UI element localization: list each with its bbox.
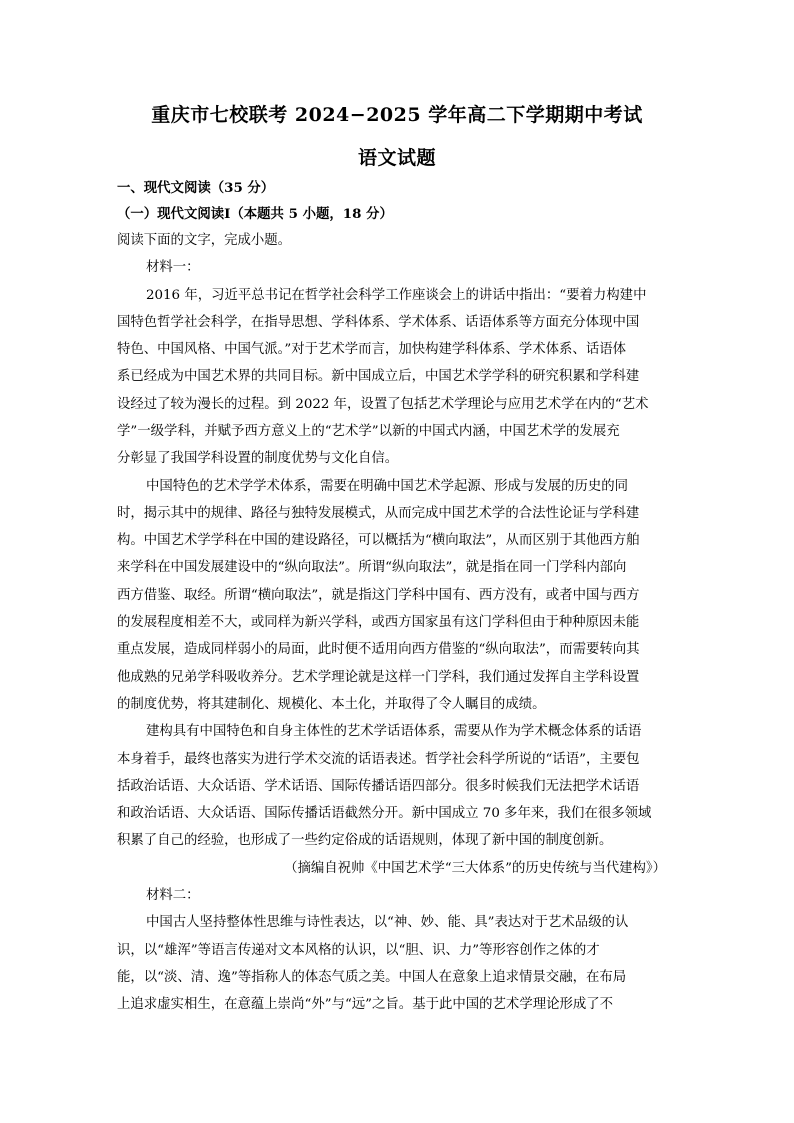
paragraph-line: 设经过了较为漫长的过程。到 2022 年，设置了包括艺术学理论与应用艺术学在内的“艺术 (117, 397, 649, 412)
paragraph-line: 上追求虚实相生，在意蕴上崇尚“外”与“远”之旨。基于此中国的艺术学理论形成了不 (117, 997, 614, 1012)
paragraph-line: 分彰显了我国学科设置的制度优势与文化自信。 (117, 451, 399, 466)
exam-title: 重庆市七校联考 2024−2025 学年高二下学期期中考试 (151, 104, 643, 126)
paragraph-line: 构。中国艺术学学科在中国的建设路径，可以概括为“横向取法”，从而区别于其他西方舶 (117, 533, 640, 548)
paragraph-line: 时，揭示其中的规律、路径与独特发展模式，从而完成中国艺术学的合法性论证与学科建 (117, 506, 640, 521)
paragraph-line: 的制度优势，将其建制化、规模化、本土化，并取得了令人瞩目的成绩。 (117, 697, 546, 712)
paragraph-line: 中国古人坚持整体性思维与诗性表达，以“神、妙、能、具”表达对于艺术品级的认 (146, 915, 629, 930)
exam-subtitle: 语文试题 (357, 147, 436, 169)
paragraph-line: 2016 年，习近平总书记在哲学社会科学工作座谈会上的讲话中指出：“要着力构建中 (146, 288, 647, 303)
material2-label: 材料二： (146, 888, 200, 903)
paragraph-line: 本身着手，最终也落实为进行学术交流的话语表述。哲学社会科学所说的“话语”，主要包 (117, 752, 640, 767)
paragraph-line: 的发展程度相差不大，或同样为新兴学科，或西方国家虽有这门学科但由于种种原因未能 (117, 615, 640, 630)
paragraph-line: 国特色哲学社会科学，在指导思想、学科体系、学术体系、话语体系等方面充分体现中国 (117, 315, 640, 330)
paragraph-line: 括政治话语、大众话语、学术话语、国际传播话语四部分。很多时候我们无法把学术话语 (117, 779, 640, 794)
paragraph-line: 建构具有中国特色和自身主体性的艺术学话语体系，需要从作为学术概念体系的话语 (146, 724, 642, 739)
section-heading: 一、现代文阅读（35 分） (117, 180, 275, 196)
paragraph-line: 重点发展，造成同样弱小的局面，此时便不适用向西方借鉴的“纵向取法”，而需要转向其 (117, 642, 640, 657)
paragraph-line: 系已经成为中国艺术界的共同目标。新中国成立后，中国艺术学学科的研究积累和学科建 (117, 369, 640, 384)
paragraph-line: 他成熟的兄弟学科吸收养分。艺术学理论就是这样一门学科，我们通过发挥自主学科设置 (117, 670, 640, 685)
material1-label: 材料一： (146, 260, 200, 275)
paragraph-line: 识，以“雄浑”等语言传递对文本风格的认识，以“胆、识、力”等形容创作之体的才 (117, 943, 600, 958)
paragraph-line: 积累了自己的经验，也形成了一些约定俗成的话语规则，体现了新中国的制度创新。 (117, 833, 613, 848)
paragraph-line: 西方借鉴、取经。所谓“横向取法”，就是指这门学科中国有、西方没有，或者中国与西方 (117, 588, 640, 603)
paragraph-line: 来学科在中国发展建设中的“纵向取法”。所谓“纵向取法”，就是指在同一门学科内部向 (117, 560, 627, 575)
instruction-text: 阅读下面的文字，完成小题。 (117, 233, 292, 248)
paragraph-line: 能，以“淡、清、逸”等指称人的体态气质之美。中国人在意象上追求情景交融，在布局 (117, 970, 627, 985)
paragraph-line: 和政治话语、大众话语、国际传播话语截然分开。新中国成立 70 多年来，我们在很多领域 (117, 806, 652, 821)
paragraph-line: 学”一级学科，并赋予西方意义上的“艺术学”以新的中国式内涵，中国艺术学的发展充 (117, 424, 620, 439)
part-heading: （一）现代文阅读Ⅰ（本题共 5 小题，18 分） (117, 206, 393, 222)
paragraph-line: 中国特色的艺术学学术体系，需要在明确中国艺术学起源、形成与发展的历史的同 (146, 479, 629, 494)
source-citation: （摘编自祝帅《中国艺术学“三大体系”的历史传统与当代建构》） (284, 861, 666, 876)
paragraph-line: 特色、中国风格、中国气派。”对于艺术学而言，加快构建学科体系、学术体系、话语体 (117, 342, 626, 357)
